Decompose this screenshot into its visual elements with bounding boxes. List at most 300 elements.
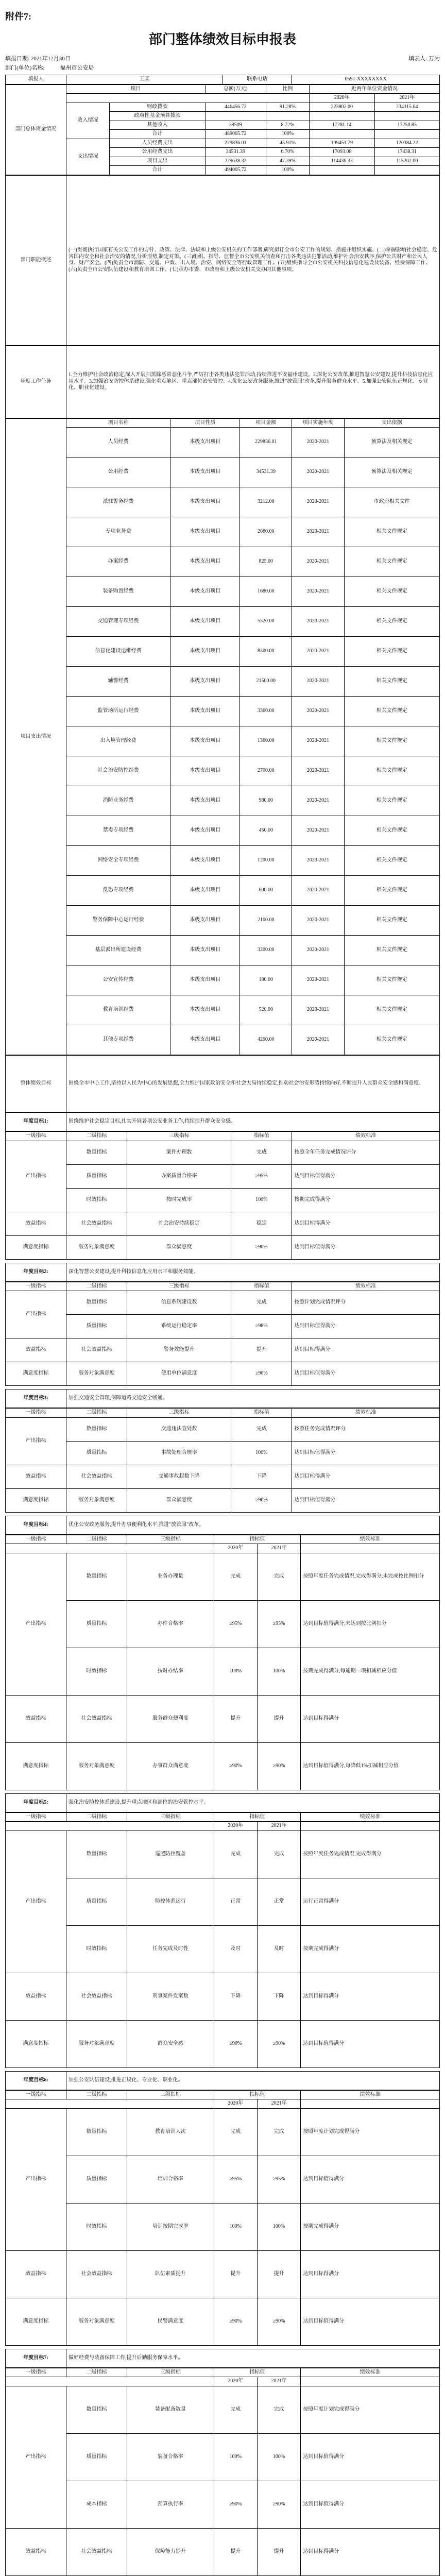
funding-item: 政府性基金预算拨款	[110, 112, 205, 121]
col-level3: 三级指标	[127, 1535, 214, 1544]
funding-y1	[310, 130, 374, 139]
indicator-y2: 提升	[257, 1695, 300, 1742]
col-level1: 一级指标	[6, 1132, 66, 1141]
indicator-target: 提升	[231, 1338, 292, 1362]
project-name: 人员经费	[66, 428, 170, 457]
project-row	[6, 637, 440, 667]
indicator-y1: ≥90%	[214, 2481, 257, 2528]
goal-text: 做好经费与装备保障工作,提升后勤服务保障水平。	[66, 2349, 440, 2367]
project-nature: 本级支出项目	[170, 726, 240, 756]
funding-pct	[266, 112, 309, 121]
col-score: 绩效标准	[301, 2090, 440, 2099]
project-years: 2020-2021	[292, 816, 344, 846]
funding-y2	[374, 112, 439, 121]
project-amount: 3360.00	[240, 697, 292, 726]
indicator-y2: ≥95%	[257, 2156, 300, 2203]
indicator-level2: 数量指标	[66, 1553, 127, 1600]
phone-label: 联系电话	[222, 75, 292, 84]
indicator-y2: 正常	[257, 1878, 300, 1925]
funding-amount: 494005.72	[205, 166, 266, 175]
project-amount: 8300.00	[240, 637, 292, 667]
col-level3: 三级指标	[127, 1812, 214, 1822]
projects-col-years: 项目实施年度	[292, 418, 344, 428]
col-score: 绩效标准	[301, 1535, 440, 1544]
indicator-score: 达到目标值得满分	[292, 1164, 440, 1188]
funding-y2: 120384.22	[374, 139, 439, 148]
col-level2: 二级指标	[66, 1282, 127, 1291]
indicator-score: 达到目标值得满分	[292, 1362, 440, 1386]
project-name: 派驻警务经费	[66, 487, 170, 517]
indicator-level3: 防控体系运行	[127, 1878, 214, 1925]
col-score: 绩效标准	[292, 1282, 440, 1291]
goal-header-row	[6, 1263, 440, 1281]
indicator-score: 运行正常得满分	[301, 1878, 440, 1925]
indicator-level3: 刑事案件发案数	[127, 1973, 214, 2020]
col-level1: 一级指标	[6, 1282, 66, 1291]
indicator-level3: 任务完成及时性	[127, 1925, 214, 1973]
indicator-level2: 质量指标	[66, 1441, 127, 1465]
project-years: 2020-2021	[292, 577, 344, 607]
indicator-level2: 服务对象满意度	[66, 1488, 127, 1512]
projects-section-label: 项目支出情况	[6, 418, 66, 1055]
project-years: 2020-2021	[292, 906, 344, 936]
indicator-sections	[5, 1112, 440, 1516]
goal-text: 加强公安队伍建设,推进正规化、专业化、职业化。	[66, 2071, 440, 2090]
funding-y2	[374, 166, 439, 175]
projects-col-name: 项目名称	[66, 418, 170, 428]
indicator-year-row	[6, 1822, 440, 1831]
indicator-score: 按期完成得满分	[301, 2203, 440, 2250]
funding-pct: 45.91%	[266, 139, 309, 148]
project-basis: 市政府相关文件	[344, 487, 439, 517]
goal-header-row	[6, 2071, 440, 2090]
duties-label: 部门职能概述	[6, 175, 66, 345]
indicator-level3: 事故处理合规率	[127, 1441, 231, 1465]
indicator-score: 达到目标值得满分	[292, 1488, 440, 1512]
indicator-score: 达到目标得满分	[301, 1973, 440, 2020]
filler-label: 填报人	[6, 75, 66, 84]
funding-col-y1: 2020年	[310, 94, 374, 103]
year-spacer	[301, 2377, 440, 2386]
indicator-score: 按照计划完成情况评分	[292, 1291, 440, 1315]
fill-date-label: 填报日期:	[5, 56, 30, 62]
project-amount: 2100.00	[240, 906, 292, 936]
indicator-level1: 满意度指标	[6, 1488, 66, 1512]
project-row	[6, 517, 440, 547]
goal-title: 年度目标3:	[6, 1389, 66, 1408]
indicator-row	[6, 2481, 440, 2528]
indicator-row	[6, 1141, 440, 1164]
goal-text: 深化智慧公安建设,提升科技信息化应用水平和服务效能。	[66, 1263, 440, 1281]
indicator-y1: 100%	[214, 2433, 257, 2481]
project-amount: 5520.00	[240, 607, 292, 637]
indicator-row	[6, 1235, 440, 1259]
col-y2: 2021年	[257, 2377, 300, 2386]
indicator-row	[6, 2528, 440, 2575]
project-row	[6, 786, 440, 816]
indicator-y2: ≥90%	[257, 2298, 300, 2345]
project-nature: 本级支出项目	[170, 607, 240, 637]
indicator-score: 达到目标得满分	[301, 2528, 440, 2575]
goal-title: 年度目标4:	[6, 1516, 66, 1534]
indicator-y2: 及时	[257, 1925, 300, 1973]
project-basis: 相关文件规定	[344, 577, 439, 607]
indicator-level2: 服务对象满意度	[66, 1235, 127, 1259]
project-amount: 229836.01	[240, 428, 292, 457]
indicator-level3: 装备合格率	[127, 2433, 214, 2481]
indicator-level2: 社会效益指标	[66, 2250, 127, 2298]
indicator-table	[5, 1812, 440, 2068]
indicator-score: 按期完成得满分	[301, 1925, 440, 1973]
indicator-score: 按照任务完成情况评分	[292, 1417, 440, 1441]
project-amount: 1360.00	[240, 726, 292, 756]
col-y1: 2020年	[214, 1544, 257, 1553]
indicator-score: 达到目标值得满分	[292, 1441, 440, 1465]
indicator-row	[6, 1315, 440, 1338]
goal-header-table	[5, 1793, 440, 1812]
indicator-level3: 交通违法查处数	[127, 1417, 231, 1441]
indicator-level3: 服务群众便利度	[127, 1695, 214, 1742]
dept-name: 福州市公安局	[60, 65, 94, 71]
indicator-score: 达到目标值得满分	[292, 1315, 440, 1338]
indicator-y1: ≥95%	[214, 1600, 257, 1648]
funding-item: 其他收入	[110, 121, 205, 130]
funding-amount: 34531.39	[205, 148, 266, 157]
project-years: 2020-2021	[292, 726, 344, 756]
indicator-level3: 案件办理数	[127, 1141, 231, 1164]
indicator-level3: 预算执行率	[127, 2481, 214, 2528]
indicator-header-row	[6, 2090, 440, 2099]
project-basis: 相关文件规定	[344, 726, 439, 756]
indicator-level2: 社会效益指标	[66, 1212, 127, 1235]
indicator-y1: 下降	[214, 1973, 257, 2020]
indicator-y2: 完成	[257, 2386, 300, 2433]
project-basis: 相关文件规定	[344, 547, 439, 577]
project-nature: 本级支出项目	[170, 667, 240, 697]
page-title: 部门整体绩效目标申报表	[148, 32, 296, 47]
col-y2: 2021年	[257, 1822, 300, 1831]
project-basis: 相关文件规定	[344, 906, 439, 936]
duties-text: (一)贯彻执行国家有关公安工作的方针、政策、法律、法规和上级公安机关的工作部署,研究拟订全市公安工作的规划、措施并组织实施。(二)掌握影响社会稳定、危害国内安全和社会治安的情况,分析形势,制定对策。(三)组织、指导、监督全市公安机关侦查和打击各类违法犯罪活动,维护社会治安秩序,保护公共财产和公民人身、财产安全。(四)负责全市消防、交通、户政、出入境、治安、网络安全等行政管理工作。(五)组织指导全市公安机关科技信息化建设及装备、经费保障工作。(六)负责全市公安队伍建设和教育培训工作。(七)承办市委、市政府和上级公安机关交办的其他事项。	[66, 175, 440, 345]
project-amount: 1200.00	[240, 846, 292, 876]
funding-item: 合计	[110, 130, 205, 139]
indicator-level2: 数量指标	[66, 2108, 127, 2156]
indicator-target: ≥90%	[231, 1235, 292, 1259]
indicator-score: 达到目标得满分	[301, 1695, 440, 1742]
project-nature: 本级支出项目	[170, 517, 240, 547]
indicator-y2: 100%	[257, 2203, 300, 2250]
year-spacer	[301, 2099, 440, 2109]
goal-header-row	[6, 1389, 440, 1408]
funding-item: 项目支出	[110, 157, 205, 166]
contact-name: 万为	[429, 56, 440, 62]
project-nature: 本级支出项目	[170, 936, 240, 965]
projects-col-nature: 项目性质	[170, 418, 240, 428]
funding-y2: 17438.31	[374, 148, 439, 157]
project-amount: 3200.00	[240, 936, 292, 965]
project-name: 交通管理专项经费	[66, 607, 170, 637]
attachment-label: 附件7:	[5, 11, 31, 22]
funding-pct: 100%	[266, 166, 309, 175]
funding-y2	[374, 130, 439, 139]
indicator-level1: 产出指标	[6, 1291, 66, 1338]
project-nature: 本级支出项目	[170, 577, 240, 607]
col-level3: 三级指标	[127, 2368, 214, 2377]
indicator-level3: 按时办结率	[127, 1648, 214, 1695]
dept-label: 部门(单位)名称:	[5, 65, 45, 71]
project-amount: 1680.00	[240, 577, 292, 607]
indicator-level2: 社会效益指标	[66, 1465, 127, 1488]
indicator-year-row	[6, 2377, 440, 2386]
indicator-y2: 提升	[257, 2528, 300, 2575]
project-name: 网络安全专项经费	[66, 846, 170, 876]
indicator-level1: 产出指标	[6, 2386, 66, 2528]
funding-pct: 100%	[266, 130, 309, 139]
indicator-level3: 警务效能提升	[127, 1338, 231, 1362]
project-basis: 相关文件规定	[344, 756, 439, 786]
indicator-level2: 时效指标	[66, 1188, 127, 1212]
indicator-level1: 满意度指标	[6, 2298, 66, 2345]
col-y1: 2020年	[214, 2099, 257, 2109]
funding-amount: 229638.32	[205, 157, 266, 166]
indicator-level1: 效益指标	[6, 1695, 66, 1742]
col-y1: 2020年	[214, 1822, 257, 1831]
project-name: 办案经费	[66, 547, 170, 577]
project-name: 禁毒专项经费	[66, 816, 170, 846]
indicator-row	[6, 1465, 440, 1488]
indicator-y1: 100%	[214, 1648, 257, 1695]
indicator-level2: 服务对象满意度	[66, 1742, 127, 1790]
goal-title: 年度目标2:	[6, 1263, 66, 1281]
col-level1: 一级指标	[6, 2090, 66, 2099]
col-level1: 一级指标	[6, 2368, 66, 2377]
project-basis: 相关文件规定	[344, 667, 439, 697]
indicator-score: 达到目标值得满分	[301, 2433, 440, 2481]
project-years: 2020-2021	[292, 936, 344, 965]
indicator-row	[6, 2203, 440, 2250]
indicator-score: 达到目标值得满分,未达到按比例扣分	[301, 1600, 440, 1648]
funding-amount: 489005.72	[205, 130, 266, 139]
col-level1: 一级指标	[6, 1812, 66, 1822]
funding-y1	[310, 112, 374, 121]
project-name: 社会治安防控经费	[66, 756, 170, 786]
projects-table	[5, 418, 440, 1056]
goal-title: 年度目标6:	[6, 2071, 66, 2090]
indicator-level3: 业务办理量	[127, 1553, 214, 1600]
indicator-level2: 质量指标	[66, 1878, 127, 1925]
indicator-table	[5, 1408, 440, 1513]
project-nature: 本级支出项目	[170, 906, 240, 936]
funding-row	[6, 139, 440, 148]
project-name: 专项业务费	[66, 517, 170, 547]
project-years: 2020-2021	[292, 667, 344, 697]
funding-spacer	[66, 94, 310, 103]
indicator-target: 完成	[231, 1291, 292, 1315]
project-nature: 本级支出项目	[170, 487, 240, 517]
indicator-level2: 数量指标	[66, 2386, 127, 2433]
indicator-level3: 社会治安持续稳定	[127, 1212, 231, 1235]
project-row	[6, 876, 440, 906]
project-nature: 本级支出项目	[170, 876, 240, 906]
indicator-y1: 及时	[214, 1925, 257, 1973]
indicator-level1: 效益指标	[6, 1465, 66, 1488]
project-amount: 3212.00	[240, 487, 292, 517]
project-amount: 4200.00	[240, 1025, 292, 1055]
indicator-table	[5, 2090, 440, 2346]
indicator-target: ≥98%	[231, 1315, 292, 1338]
indicator-score: 按照年度任务完成情况,完成得满分	[301, 1831, 440, 1878]
indicator-y1: ≥90%	[214, 2298, 257, 2345]
indicator-row	[6, 1441, 440, 1465]
indicator-level3: 按时完成率	[127, 1188, 231, 1212]
col-score: 绩效标准	[292, 1132, 440, 1141]
indicator-score: 达到目标得满分	[292, 1465, 440, 1488]
goal-title: 年度目标7:	[6, 2349, 66, 2367]
project-row	[6, 607, 440, 637]
indicator-level1: 效益指标	[6, 1338, 66, 1362]
col-level2: 二级指标	[66, 2368, 127, 2377]
indicator-score: 按照年度计划完成得满分	[301, 2386, 440, 2433]
project-nature: 本级支出项目	[170, 965, 240, 995]
fill-date: 2021年12月30日	[30, 56, 71, 62]
project-years: 2020-2021	[292, 607, 344, 637]
project-name: 基层派出所建设经费	[66, 936, 170, 965]
meta-row-dept	[5, 63, 440, 72]
project-row	[6, 577, 440, 607]
indicator-row	[6, 2250, 440, 2298]
indicator-score: 按照年度任务完成情况,完成得满分,未完成按比例扣分	[301, 1553, 440, 1600]
project-basis: 相关文件规定	[344, 1025, 439, 1055]
annual-label: 年度工作任务	[6, 346, 66, 418]
indicator-level3: 使用单位满意度	[127, 1362, 231, 1386]
project-row	[6, 846, 440, 876]
indicator-level3: 培训按期完成率	[127, 2203, 214, 2250]
indicator-level3: 群众满意度	[127, 1488, 231, 1512]
goal-header-table	[5, 2071, 440, 2090]
project-years: 2020-2021	[292, 1025, 344, 1055]
indicator-y1: 提升	[214, 2250, 257, 2298]
project-name: 辅警经费	[66, 667, 170, 697]
funding-col-y2: 2021年	[374, 94, 439, 103]
project-row	[6, 428, 440, 457]
indicator-row	[6, 1973, 440, 2020]
project-name: 监管场所运行经费	[66, 697, 170, 726]
project-nature: 本级支出项目	[170, 457, 240, 487]
col-level2: 二级指标	[66, 1812, 127, 1822]
overall-goal-text: 围绕全市中心工作,坚持以人民为中心的发展思想,全力维护国家政治安全和社会大局持续稳定,推动社会治安形势持续向好,不断提升人民群众安全感和满意度。	[66, 1056, 440, 1112]
project-row	[6, 667, 440, 697]
indicator-level1: 满意度指标	[6, 1742, 66, 1790]
indicator-level2: 数量指标	[66, 1831, 127, 1878]
col-score: 绩效标准	[292, 1409, 440, 1418]
indicator-level2: 质量指标	[66, 2433, 127, 2481]
col-level1: 一级指标	[6, 1409, 66, 1418]
goal-header-table	[5, 1389, 440, 1408]
goal-header-table	[5, 1112, 440, 1131]
indicator-y2: ≥90%	[257, 2481, 300, 2528]
indicator-score: 按期完成得满分,每逾期一项扣减相应分值	[301, 1648, 440, 1695]
annual-table	[5, 346, 440, 418]
indicator-table	[5, 2368, 440, 2576]
project-years: 2020-2021	[292, 457, 344, 487]
col-level3: 三级指标	[127, 1409, 231, 1418]
project-nature: 本级支出项目	[170, 846, 240, 876]
overall-goal-table	[5, 1055, 440, 1112]
project-basis: 相关文件规定	[344, 517, 439, 547]
indicator-level2: 质量指标	[66, 1600, 127, 1648]
indicator-table	[5, 1535, 440, 1790]
indicator-y2: 下降	[257, 1973, 300, 2020]
indicator-row	[6, 1600, 440, 1648]
indicator-level3: 巡逻防控覆盖	[127, 1831, 214, 1878]
project-amount: 600.00	[240, 876, 292, 906]
goal-text: 优化公安政务服务,提升办事便利化水平,推进"放管服"改革。	[66, 1516, 440, 1534]
funding-pct: 8.72%	[266, 121, 309, 130]
indicator-target: 完成	[231, 1417, 292, 1441]
annual-text: 1.全力维护社会政治稳定,深入开展扫黑除恶常态化斗争,严厉打击各类违法犯罪活动,持续推进平安福州建设。2.深化公安改革,推进智慧公安建设,提升科技信息化应用水平。3.加强治安防控体系建设,强化重点地区、重点部位治安管控。4.优化公安政务服务,推进"放管服"改革,提升服务群众水平。5.加强公安队伍正规化、专业化、职业化建设。	[66, 346, 440, 418]
indicator-score: 按照全年任务完成情况评分	[292, 1141, 440, 1164]
funding-col-item: 项目	[66, 84, 206, 94]
funding-col-pct: 比例	[266, 84, 309, 94]
project-amount: 2080.00	[240, 517, 292, 547]
project-years: 2020-2021	[292, 547, 344, 577]
col-target: 指标值	[214, 2368, 301, 2377]
col-target: 指标值	[231, 1132, 292, 1141]
indicator-level1: 效益指标	[6, 1973, 66, 2020]
indicator-y2: ≥95%	[257, 1600, 300, 1648]
col-target: 指标值	[214, 2090, 301, 2099]
goal-text: 围绕维护社会稳定目标,扎实开展各项公安业务工作,持续提升群众安全感。	[66, 1113, 440, 1131]
overall-goal-label: 整体绩效目标	[6, 1056, 66, 1112]
funding-amount	[205, 112, 266, 121]
project-row	[6, 995, 440, 1025]
goal-header-row	[6, 1113, 440, 1131]
project-amount: 2700.00	[240, 756, 292, 786]
indicator-target: ≥90%	[231, 1362, 292, 1386]
funding-y2: 115202.00	[374, 157, 439, 166]
project-amount: 520.00	[240, 995, 292, 1025]
project-row	[6, 487, 440, 517]
project-basis: 相关文件规定	[344, 995, 439, 1025]
indicator-row	[6, 1188, 440, 1212]
indicator-y2: ≥90%	[257, 2020, 300, 2067]
col-level2: 二级指标	[66, 1409, 127, 1418]
project-amount: 180.00	[240, 965, 292, 995]
indicator-score: 达到目标值得满分	[301, 2298, 440, 2345]
project-nature: 本级支出项目	[170, 816, 240, 846]
indicator-score: 达到目标值得满分	[301, 2481, 440, 2528]
project-basis: 相关文件规定	[344, 936, 439, 965]
project-basis: 相关文件规定	[344, 816, 439, 846]
goal-header-row	[6, 1793, 440, 1812]
project-nature: 本级支出项目	[170, 697, 240, 726]
goal-title: 年度目标1:	[6, 1113, 66, 1131]
project-nature: 本级支出项目	[170, 756, 240, 786]
funding-y1: 109451.79	[310, 139, 374, 148]
indicator-level2: 数量指标	[66, 1291, 127, 1315]
indicator-level2: 社会效益指标	[66, 1338, 127, 1362]
funding-item: 财政拨款	[110, 103, 205, 112]
project-name: 出入境管理经费	[66, 726, 170, 756]
indicator-level3: 装备配备数量	[127, 2386, 214, 2433]
indicator-score: 达到目标值得满分	[292, 1235, 440, 1259]
indicator-row	[6, 1742, 440, 1790]
phone-value: 0591-XXXXXXXX	[292, 75, 440, 84]
project-row	[6, 906, 440, 936]
project-amount: 34531.39	[240, 457, 292, 487]
indicator-level3: 群众安全感	[127, 2020, 214, 2067]
goal-header-table	[5, 2349, 440, 2368]
